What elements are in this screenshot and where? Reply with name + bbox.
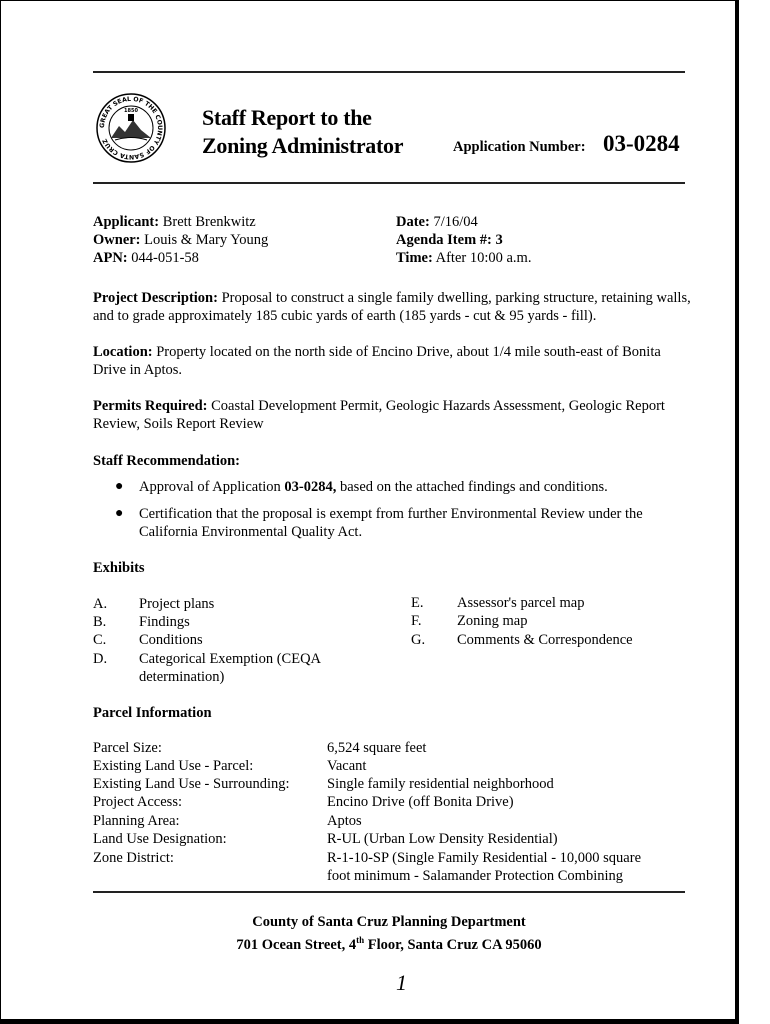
exhibit-item: Comments & Correspondence	[457, 632, 633, 648]
application-number: 03-0284	[603, 131, 680, 156]
footer-department: County of Santa Cruz Planning Department	[252, 914, 526, 930]
parcel-value: Aptos	[327, 813, 362, 829]
permits-required: Permits Required: Coastal Development Permit, Geologic Hazards Assessment, Geologic Report Review, Soils Report Review	[93, 398, 665, 432]
recommendation-item-2: Certification that the proposal is exempt from further Environmental Review under the California Environmental Quality Act.	[139, 506, 643, 540]
page-border-left	[0, 0, 1, 1024]
applicant-line: Applicant: Brett Brenkwitz	[93, 214, 256, 230]
exhibits-heading: Exhibits	[93, 560, 145, 576]
parcel-value: Encino Drive (off Bonita Drive)	[327, 794, 514, 810]
parcel-label: Zone District:	[93, 850, 174, 866]
parcel-label: Land Use Designation:	[93, 831, 227, 847]
page-title	[202, 104, 403, 160]
bullet-icon: ●	[115, 506, 124, 521]
application-number-label: Application Number:	[453, 139, 586, 155]
page-border-top	[0, 0, 738, 1]
time-line: Time: After 10:00 a.m.	[396, 250, 532, 266]
title-line-1: Staff Report to the	[202, 105, 372, 130]
parcel-label: Existing Land Use - Parcel:	[93, 758, 254, 774]
exhibit-letter: A.	[93, 596, 108, 612]
county-seal-icon	[95, 92, 167, 164]
parcel-value: Single family residential neighborhood	[327, 776, 554, 792]
exhibit-letter: D.	[93, 651, 108, 667]
title-line-2: Zoning Administrator	[202, 133, 404, 158]
footer-rule	[93, 891, 685, 893]
exhibit-item-continued: determination)	[139, 669, 225, 685]
exhibit-item: Conditions	[139, 632, 203, 648]
header-rule-top	[93, 71, 685, 73]
parcel-value: R-1-10-SP (Single Family Residential - 10,000 square	[327, 850, 642, 866]
parcel-label: Project Access:	[93, 794, 182, 810]
date-line: Date: 7/16/04	[396, 214, 478, 230]
recommendation-item-1: Approval of Application 03-0284, based on the attached findings and conditions.	[139, 479, 608, 495]
bullet-icon: ●	[115, 479, 124, 494]
header-rule-bottom	[93, 182, 685, 184]
location: Location: Property located on the north side of Encino Drive, about 1/4 mile south-east of Bonita Drive in Aptos.	[93, 344, 661, 378]
agenda-line: Agenda Item #: 3	[396, 232, 503, 248]
footer-address: 701 Ocean Street, 4th Floor, Santa Cruz CA 95060	[236, 935, 542, 953]
page-border-right	[735, 0, 739, 1024]
parcel-value: 6,524 square feet	[327, 740, 427, 756]
seal-year: 1850	[124, 108, 138, 114]
exhibit-item: Project plans	[139, 596, 215, 612]
page-border-bottom	[0, 1019, 739, 1024]
exhibit-letter: B.	[93, 614, 107, 630]
exhibit-item: Categorical Exemption (CEQA	[139, 651, 322, 667]
seal-ring-text: GREAT SEAL OF THE COUNTY OF SANTA CRUZ	[98, 95, 164, 161]
parcel-label: Existing Land Use - Surrounding:	[93, 776, 290, 792]
exhibit-item: Zoning map	[457, 613, 528, 629]
exhibit-letter: C.	[93, 632, 107, 648]
apn-line: APN: 044-051-58	[93, 250, 199, 266]
exhibit-letter: E.	[411, 595, 424, 611]
parcel-information-heading: Parcel Information	[93, 705, 212, 721]
project-description: Project Description: Proposal to construct a single family dwelling, parking structure, retaining walls, and to grade approximately 185 cubic yards of earth (185 yards - cut & 95 yards - fill).	[93, 290, 691, 324]
exhibit-letter: G.	[411, 632, 426, 648]
owner-line: Owner: Louis & Mary Young	[93, 232, 269, 248]
staff-recommendation-heading: Staff Recommendation:	[93, 453, 240, 469]
parcel-value: Vacant	[327, 758, 367, 774]
parcel-value-continued: foot minimum - Salamander Protection Combining	[327, 868, 624, 884]
exhibit-item: Assessor's parcel map	[457, 595, 585, 611]
parcel-value: R-UL (Urban Low Density Residential)	[327, 831, 558, 847]
exhibit-letter: F.	[411, 613, 422, 629]
parcel-label: Parcel Size:	[93, 740, 162, 756]
exhibit-item: Findings	[139, 614, 190, 630]
page-number: 1	[396, 970, 407, 995]
parcel-label: Planning Area:	[93, 813, 180, 829]
